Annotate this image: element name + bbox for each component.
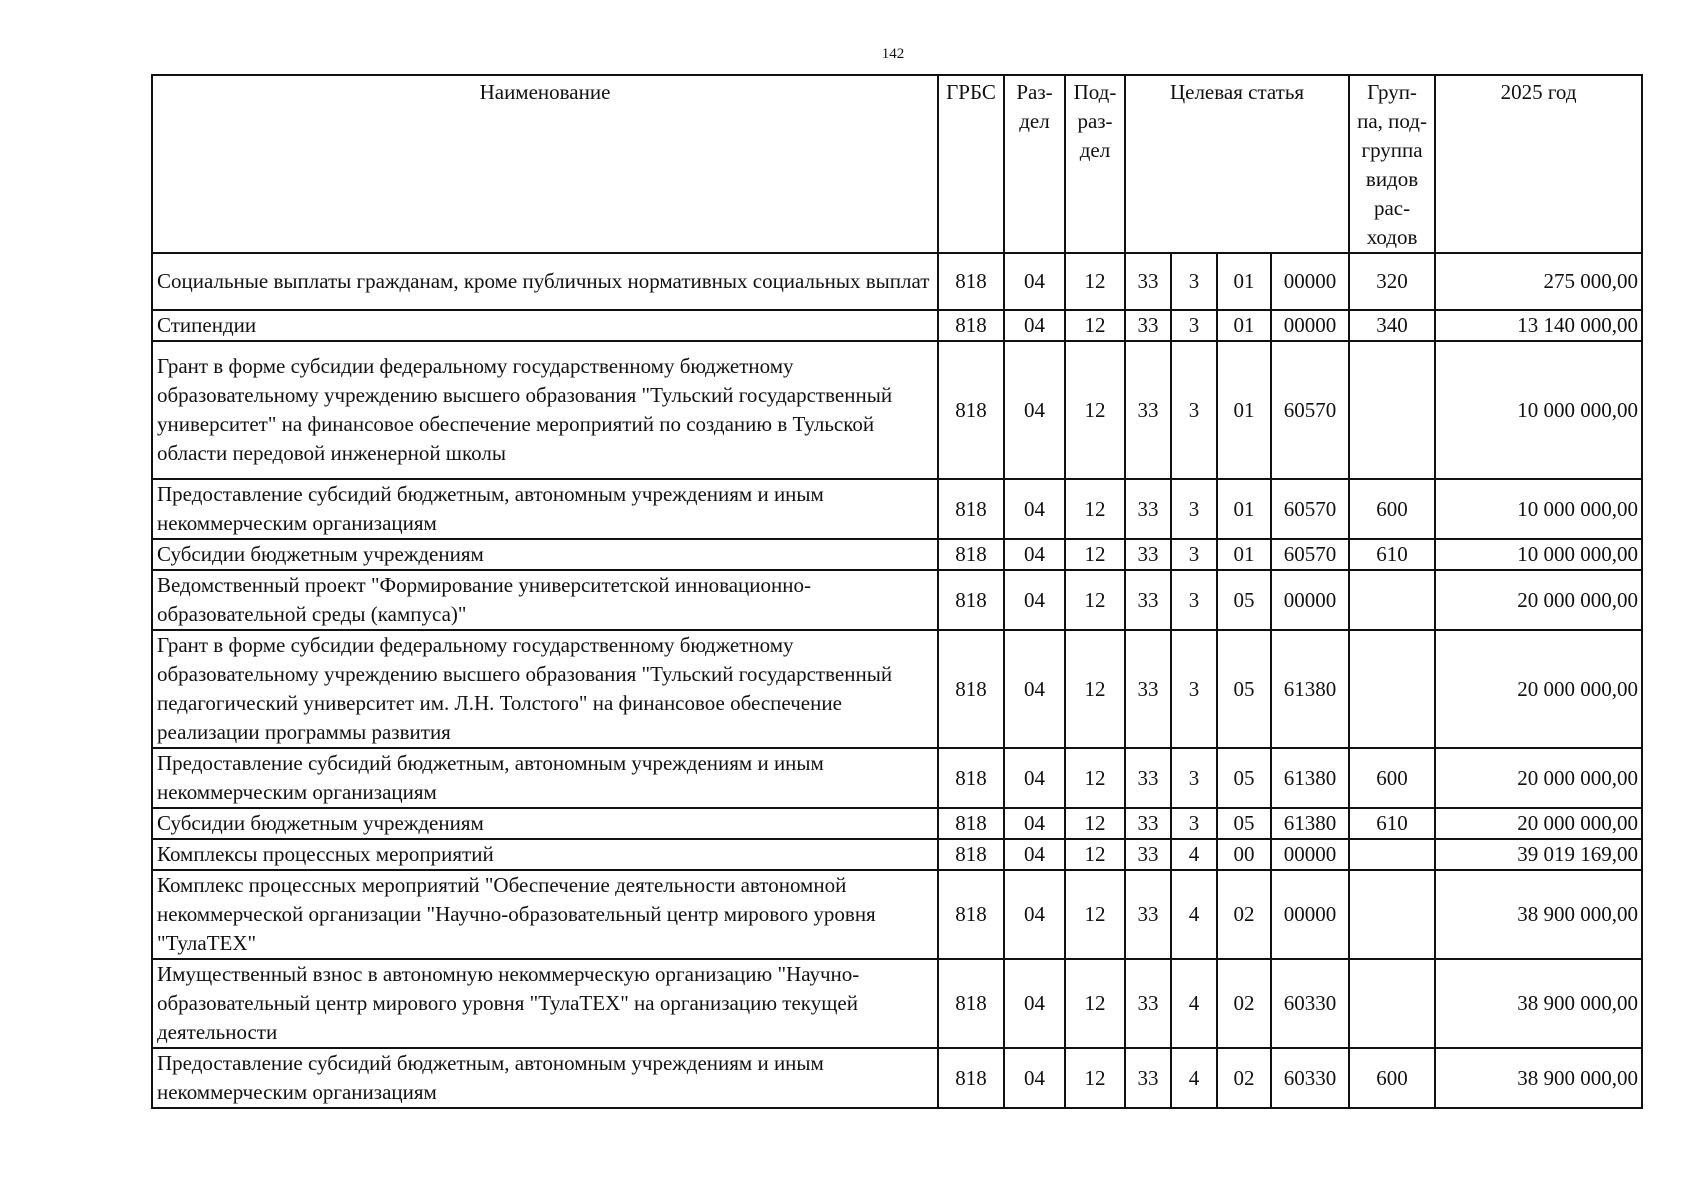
row-target-type: 3	[1171, 253, 1217, 310]
row-grbs: 818	[938, 839, 1004, 870]
row-expense-group	[1349, 341, 1435, 479]
row-target-type: 3	[1171, 808, 1217, 839]
row-target-program: 33	[1125, 253, 1171, 310]
table-row	[152, 539, 1642, 570]
table-row	[152, 253, 1642, 310]
row-grbs: 818	[938, 570, 1004, 630]
header-grbs: ГРБС	[938, 75, 1004, 253]
row-target-direction: 00000	[1271, 870, 1349, 959]
row-podrazdel: 12	[1065, 839, 1125, 870]
row-target-direction: 00000	[1271, 253, 1349, 310]
row-target-structural: 02	[1217, 1048, 1271, 1108]
row-amount: 39 019 169,00	[1435, 839, 1642, 870]
row-target-type: 4	[1171, 870, 1217, 959]
row-target-direction: 00000	[1271, 310, 1349, 341]
row-target-program: 33	[1125, 839, 1171, 870]
header-razdel: Раз- дел	[1004, 75, 1065, 253]
table-row	[152, 570, 1642, 630]
row-grbs: 818	[938, 310, 1004, 341]
row-expense-group	[1349, 870, 1435, 959]
row-expense-group: 600	[1349, 479, 1435, 539]
row-target-program: 33	[1125, 630, 1171, 748]
row-grbs: 818	[938, 539, 1004, 570]
header-expense-group: Груп- па, под- группа видов рас- ходов	[1349, 75, 1435, 253]
row-expense-group: 610	[1349, 808, 1435, 839]
table-row	[152, 808, 1642, 839]
table-row	[152, 341, 1642, 479]
row-expense-group	[1349, 839, 1435, 870]
row-expense-group: 610	[1349, 539, 1435, 570]
row-target-structural: 01	[1217, 253, 1271, 310]
row-razdel: 04	[1004, 253, 1065, 310]
row-target-direction: 60570	[1271, 341, 1349, 479]
row-grbs: 818	[938, 808, 1004, 839]
row-target-direction: 60570	[1271, 479, 1349, 539]
row-amount: 10 000 000,00	[1435, 479, 1642, 539]
row-name: Грант в форме субсидии федеральному государственному бюджетному образовательному учреждению высшего образования "Тульский государственный университет" на финансовое обеспечение мероприятий по созданию в Тульской области передовой инженерной школы	[152, 341, 938, 479]
row-podrazdel: 12	[1065, 870, 1125, 959]
row-name: Грант в форме субсидии федеральному государственному бюджетному образовательному учреждению высшего образования "Тульский государственный педагогический университет им. Л.Н. Толстого" на финансовое обеспечение реализации программы развития	[152, 630, 938, 748]
table-row	[152, 1048, 1642, 1108]
row-amount: 20 000 000,00	[1435, 748, 1642, 808]
row-target-structural: 02	[1217, 959, 1271, 1048]
budget-table	[151, 74, 1643, 1109]
row-grbs: 818	[938, 253, 1004, 310]
row-target-structural: 01	[1217, 310, 1271, 341]
row-amount: 38 900 000,00	[1435, 870, 1642, 959]
row-target-type: 4	[1171, 1048, 1217, 1108]
row-target-program: 33	[1125, 310, 1171, 341]
row-target-type: 3	[1171, 310, 1217, 341]
row-razdel: 04	[1004, 310, 1065, 341]
row-name: Комплексы процессных мероприятий	[152, 839, 938, 870]
row-target-program: 33	[1125, 341, 1171, 479]
row-name: Ведомственный проект "Формирование университетской инновационно-образовательной среды (кампуса)"	[152, 570, 938, 630]
row-grbs: 818	[938, 479, 1004, 539]
row-target-program: 33	[1125, 539, 1171, 570]
header-podrazdel: Под- раз- дел	[1065, 75, 1125, 253]
table-body	[152, 253, 1642, 1108]
row-target-structural: 05	[1217, 748, 1271, 808]
table-row	[152, 479, 1642, 539]
row-podrazdel: 12	[1065, 630, 1125, 748]
row-name: Субсидии бюджетным учреждениям	[152, 808, 938, 839]
table-row	[152, 630, 1642, 748]
row-grbs: 818	[938, 341, 1004, 479]
row-razdel: 04	[1004, 539, 1065, 570]
row-target-structural: 00	[1217, 839, 1271, 870]
row-podrazdel: 12	[1065, 748, 1125, 808]
row-razdel: 04	[1004, 1048, 1065, 1108]
row-podrazdel: 12	[1065, 1048, 1125, 1108]
header-year-2025: 2025 год	[1435, 75, 1642, 253]
row-target-structural: 05	[1217, 808, 1271, 839]
row-target-direction: 60570	[1271, 539, 1349, 570]
row-amount: 10 000 000,00	[1435, 341, 1642, 479]
row-amount: 275 000,00	[1435, 253, 1642, 310]
table-row	[152, 959, 1642, 1048]
row-target-type: 3	[1171, 341, 1217, 479]
row-podrazdel: 12	[1065, 959, 1125, 1048]
row-amount: 38 900 000,00	[1435, 959, 1642, 1048]
row-razdel: 04	[1004, 870, 1065, 959]
row-target-type: 3	[1171, 479, 1217, 539]
row-name: Субсидии бюджетным учреждениям	[152, 539, 938, 570]
row-podrazdel: 12	[1065, 253, 1125, 310]
row-name: Предоставление субсидий бюджетным, автономным учреждениям и иным некоммерческим организациям	[152, 1048, 938, 1108]
row-razdel: 04	[1004, 479, 1065, 539]
row-grbs: 818	[938, 748, 1004, 808]
row-target-direction: 00000	[1271, 570, 1349, 630]
row-grbs: 818	[938, 870, 1004, 959]
row-name: Стипендии	[152, 310, 938, 341]
row-podrazdel: 12	[1065, 539, 1125, 570]
row-target-structural: 05	[1217, 630, 1271, 748]
row-target-program: 33	[1125, 570, 1171, 630]
table-row	[152, 310, 1642, 341]
row-target-direction: 61380	[1271, 748, 1349, 808]
row-target-structural: 01	[1217, 341, 1271, 479]
row-name: Имущественный взнос в автономную некоммерческую организацию "Научно-образовательный центр мирового уровня "ТулаТЕХ" на организацию текущей деятельности	[152, 959, 938, 1048]
header-row	[152, 75, 1642, 253]
row-grbs: 818	[938, 630, 1004, 748]
row-target-type: 4	[1171, 959, 1217, 1048]
row-target-structural: 01	[1217, 539, 1271, 570]
row-expense-group: 320	[1349, 253, 1435, 310]
row-podrazdel: 12	[1065, 479, 1125, 539]
row-target-program: 33	[1125, 808, 1171, 839]
row-target-type: 3	[1171, 539, 1217, 570]
row-razdel: 04	[1004, 748, 1065, 808]
row-podrazdel: 12	[1065, 310, 1125, 341]
row-target-type: 3	[1171, 570, 1217, 630]
row-target-structural: 01	[1217, 479, 1271, 539]
row-amount: 20 000 000,00	[1435, 808, 1642, 839]
row-razdel: 04	[1004, 570, 1065, 630]
row-razdel: 04	[1004, 959, 1065, 1048]
row-podrazdel: 12	[1065, 341, 1125, 479]
row-name: Предоставление субсидий бюджетным, автономным учреждениям и иным некоммерческим организациям	[152, 748, 938, 808]
row-target-type: 4	[1171, 839, 1217, 870]
row-expense-group: 600	[1349, 748, 1435, 808]
row-podrazdel: 12	[1065, 570, 1125, 630]
row-target-program: 33	[1125, 959, 1171, 1048]
row-target-program: 33	[1125, 870, 1171, 959]
row-target-type: 3	[1171, 748, 1217, 808]
table-row	[152, 839, 1642, 870]
row-target-program: 33	[1125, 1048, 1171, 1108]
page-number: 142	[881, 46, 905, 62]
header-name: Наименование	[152, 75, 938, 253]
row-name: Комплекс процессных мероприятий "Обеспечение деятельности автономной некоммерческой организации "Научно-образовательный центр мирового уровня "ТулаТЕХ"	[152, 870, 938, 959]
row-target-structural: 02	[1217, 870, 1271, 959]
row-expense-group	[1349, 630, 1435, 748]
row-amount: 13 140 000,00	[1435, 310, 1642, 341]
row-target-direction: 60330	[1271, 1048, 1349, 1108]
row-amount: 20 000 000,00	[1435, 570, 1642, 630]
row-grbs: 818	[938, 959, 1004, 1048]
row-target-program: 33	[1125, 479, 1171, 539]
row-name: Социальные выплаты гражданам, кроме публичных нормативных социальных выплат	[152, 253, 938, 310]
row-target-direction: 00000	[1271, 839, 1349, 870]
row-target-structural: 05	[1217, 570, 1271, 630]
row-expense-group	[1349, 959, 1435, 1048]
row-target-program: 33	[1125, 748, 1171, 808]
row-target-type: 3	[1171, 630, 1217, 748]
row-razdel: 04	[1004, 341, 1065, 479]
row-amount: 10 000 000,00	[1435, 539, 1642, 570]
row-target-direction: 60330	[1271, 959, 1349, 1048]
row-name: Предоставление субсидий бюджетным, автономным учреждениям и иным некоммерческим организациям	[152, 479, 938, 539]
row-expense-group: 340	[1349, 310, 1435, 341]
row-grbs: 818	[938, 1048, 1004, 1108]
table-row	[152, 870, 1642, 959]
row-amount: 38 900 000,00	[1435, 1048, 1642, 1108]
table-row	[152, 748, 1642, 808]
row-razdel: 04	[1004, 630, 1065, 748]
row-razdel: 04	[1004, 839, 1065, 870]
row-target-direction: 61380	[1271, 630, 1349, 748]
row-expense-group	[1349, 570, 1435, 630]
row-podrazdel: 12	[1065, 808, 1125, 839]
row-razdel: 04	[1004, 808, 1065, 839]
header-target-article: Целевая статья	[1125, 75, 1349, 253]
row-target-direction: 61380	[1271, 808, 1349, 839]
row-expense-group: 600	[1349, 1048, 1435, 1108]
row-amount: 20 000 000,00	[1435, 630, 1642, 748]
